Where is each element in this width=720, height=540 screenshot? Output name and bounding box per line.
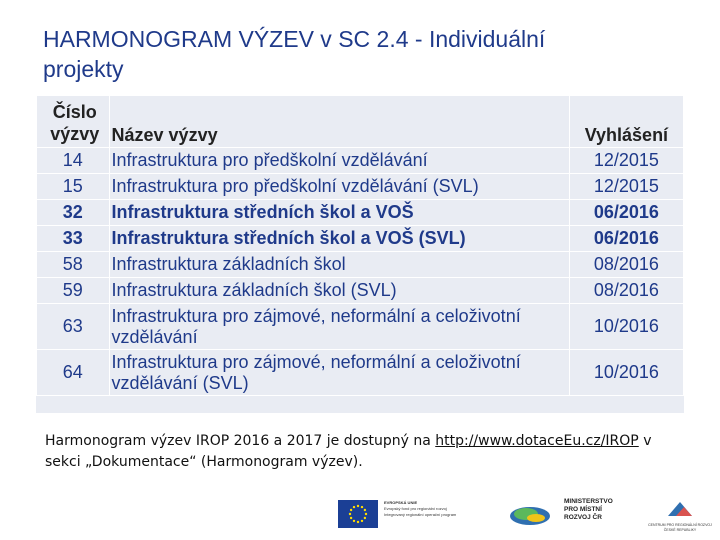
info-note bbox=[45, 431, 685, 473]
table-row bbox=[37, 174, 684, 200]
calls-table-container bbox=[36, 95, 684, 413]
note-text-after: v sekci „Dokumentace“ (Harmonogram výzev). bbox=[45, 433, 652, 470]
table-row bbox=[37, 278, 684, 304]
announcement-date-cell: 10/2016 bbox=[569, 304, 683, 350]
call-number-cell: 33 bbox=[37, 226, 110, 252]
ministry-line2: PRO MÍSTNÍ bbox=[564, 506, 602, 513]
call-number-cell: 14 bbox=[37, 148, 110, 174]
call-name-cell: Infrastruktura středních škol a VOŠ (SVL) bbox=[109, 226, 569, 252]
call-name-cell: Infrastruktura pro zájmové, neformální a celoživotní vzdělávání bbox=[109, 304, 569, 350]
footer-logos bbox=[330, 496, 718, 536]
irop-link[interactable]: http://www.dotaceEu.cz/IROP bbox=[435, 433, 639, 449]
table-row bbox=[37, 148, 684, 174]
crr-line1: CENTRUM PRO REGIONÁLNÍ ROZVOJ bbox=[648, 523, 712, 527]
announcement-date-cell: 06/2016 bbox=[569, 226, 683, 252]
irop-logo-icon bbox=[506, 502, 554, 528]
announcement-date-cell: 12/2015 bbox=[569, 148, 683, 174]
announcement-date-cell: 10/2016 bbox=[569, 350, 683, 396]
header-call-number-line1: Číslo bbox=[52, 101, 97, 122]
announcement-date-cell: 12/2015 bbox=[569, 174, 683, 200]
crr-logo bbox=[648, 498, 712, 532]
ministry-line3: ROZVOJ ČR bbox=[564, 514, 602, 521]
announcement-date-cell: 08/2016 bbox=[569, 252, 683, 278]
slide-title bbox=[43, 24, 683, 84]
call-number-cell: 59 bbox=[37, 278, 110, 304]
call-name-cell: Infrastruktura pro předškolní vzdělávání (SVL) bbox=[109, 174, 569, 200]
header-announcement: Vyhlášení bbox=[569, 96, 683, 148]
call-name-cell: Infrastruktura pro předškolní vzdělávání bbox=[109, 148, 569, 174]
table-row bbox=[37, 350, 684, 396]
eu-text-line1: EVROPSKÁ UNIE bbox=[384, 500, 418, 505]
table-row bbox=[37, 304, 684, 350]
slide-title-line1: HARMONOGRAM VÝZEV v SC 2.4 - Individuální bbox=[43, 26, 546, 52]
table-row bbox=[37, 226, 684, 252]
call-name-cell: Infrastruktura základních škol (SVL) bbox=[109, 278, 569, 304]
call-number-cell: 15 bbox=[37, 174, 110, 200]
eu-text-line3: Integrovaný regionální operační program bbox=[384, 512, 457, 517]
call-number-cell: 58 bbox=[37, 252, 110, 278]
eu-flag-icon bbox=[338, 500, 378, 528]
header-call-number-line2: výzvy bbox=[50, 123, 100, 144]
crr-line2: ČESKÉ REPUBLIKY bbox=[663, 528, 697, 532]
eu-text-line2: Evropský fond pro regionální rozvoj bbox=[384, 506, 447, 511]
call-number-cell: 32 bbox=[37, 200, 110, 226]
call-number-cell: 63 bbox=[37, 304, 110, 350]
call-number-cell: 64 bbox=[37, 350, 110, 396]
table-row bbox=[37, 252, 684, 278]
announcement-date-cell: 06/2016 bbox=[569, 200, 683, 226]
slide-title-line2: projekty bbox=[43, 56, 124, 82]
eu-logo-text bbox=[384, 500, 494, 518]
announcement-date-cell: 08/2016 bbox=[569, 278, 683, 304]
crr-emblem-icon bbox=[648, 498, 712, 518]
calls-table bbox=[36, 95, 684, 396]
ministry-logo bbox=[564, 498, 622, 522]
table-row bbox=[37, 200, 684, 226]
header-call-name: Název výzvy bbox=[109, 96, 569, 148]
ministry-line1: MINISTERSTVO bbox=[564, 498, 613, 505]
call-name-cell: Infrastruktura základních škol bbox=[109, 252, 569, 278]
call-name-cell: Infrastruktura středních škol a VOŠ bbox=[109, 200, 569, 226]
header-call-number bbox=[37, 96, 110, 148]
note-text-before: Harmonogram výzev IROP 2016 a 2017 je dostupný na bbox=[45, 433, 436, 449]
call-name-cell: Infrastruktura pro zájmové, neformální a celoživotní vzdělávání (SVL) bbox=[109, 350, 569, 396]
